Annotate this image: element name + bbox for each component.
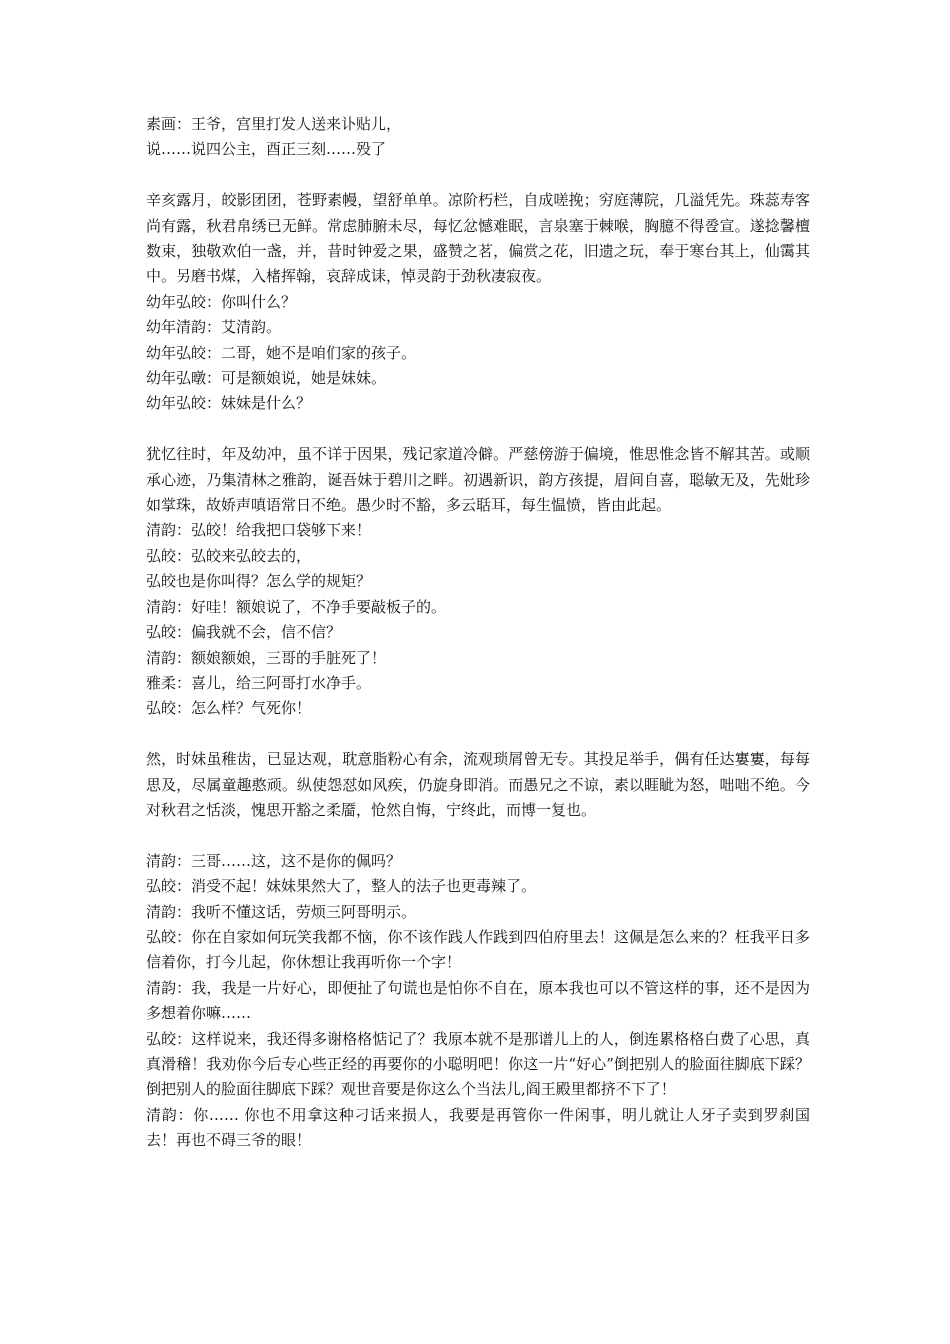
paragraph-spacer [146, 163, 810, 188]
dialogue-line: 雅柔：喜儿，给三阿哥打水净手。 [146, 673, 372, 692]
dialogue-line: 素画：王爷，宫里打发人送来讣贴儿， [146, 115, 402, 133]
prose-paragraph: 然，时妹虽稚齿，已显达观，耽意脂粉心有余，流观琐屑曾无专。其投足举手，偶有任达寠寠，每每思及，尽属童趣憨顽。纵使怨怼如风疾，仍旋身即消。而愚兄之不谅，素以睚眦为怒，咄咄不绝。今对秋君之恬淡，愧思开豁之柔靥，怆然自悔，宁终此，而博一复也。 [146, 750, 810, 819]
dialogue-line: 幼年弘皎：妹妹是什么？ [146, 394, 312, 413]
dialogue-line: 清韵：弘皎！给我把口袋够下来！ [146, 521, 372, 540]
paragraph-spacer [146, 823, 810, 848]
document-body [146, 112, 810, 1154]
dialogue-line: 说……说四公主，酉正三刻……殁了 [146, 140, 387, 159]
prose-paragraph: 清韵：我，我是一片好心，即便扯了句谎也是怕你不自在，原本我也可以不管这样的事，还不是因为多想着你嘛…… [146, 978, 810, 1023]
paragraph-spacer [146, 417, 810, 442]
dialogue-line: 幼年清韵：艾清韵。 [146, 318, 282, 337]
dialogue-line: 清韵：三哥……这，这不是你的佩吗？ [146, 851, 402, 870]
dialogue-line: 清韵：额娘额娘，三哥的手脏死了！ [146, 648, 387, 667]
dialogue-line: 弘皎：怎么样？气死你！ [146, 699, 312, 718]
dialogue-line: 清韵：我听不懂这话，劳烦三阿哥明示。 [146, 902, 417, 921]
dialogue-line: 幼年弘皎：二哥，她不是咱们家的孩子。 [146, 343, 417, 362]
dialogue-line: 弘皎：偏我就不会，信不信？ [146, 623, 342, 642]
prose-paragraph: 弘皎：这样说来，我还得多谢格格惦记了？我原本就不是那谱儿上的人，倒连累格格白费了心思，真真滑稽！我劝你今后专心些正经的再要你的小聪明吧！你这一片“好心”倒把别人的脸面往脚底下踩？倒把别人的脸面往脚底下踩？观世音要是你这么个当法儿,阎王殿里都挤不下了！ [146, 1029, 810, 1099]
paragraph-spacer [146, 722, 810, 747]
dialogue-line: 幼年弘皎：你叫什么？ [146, 292, 297, 311]
prose-paragraph: 辛亥露月，皎影团团，苍野素幔，望舒单单。凉阶朽栏，自成嗟挽；穷庭薄院，几溢凭先。珠蕊寿客尚有露，秋君帛绣已无鲜。常虑肺腑未尽，每忆忿憾难眠，言泉塞于棘喉，胸臆不得卺宣。遂捻馨檀数束，独敬欢伯一盏，并，昔时钟爱之果，盛赞之茗，偏赏之花，旧遗之玩，奉于寒台其上，仙霭其中。另磨书煤，入楮挥翰，哀辞成诔，悼灵韵于劲秋凄寂夜。 [146, 191, 810, 286]
dialogue-line: 弘皎：消受不起！妹妹果然大了，整人的法子也更毒辣了。 [146, 877, 537, 896]
dialogue-line: 清韵：好哇！额娘说了，不净手要敲板子的。 [146, 597, 447, 616]
prose-paragraph: 弘皎：你在自家如何玩笑我都不恼，你不该作践人作践到四伯府里去！这佩是怎么来的？枉我平日多信着你，打今儿起，你休想让我再听你一个字！ [146, 927, 810, 972]
prose-paragraph: 清韵：你…… 你也不用拿这种刁话来损人，我要是再管你一件闲事，明儿就让人牙子卖到罗刹国去！再也不碍三爷的眼！ [146, 1105, 810, 1150]
dialogue-line: 弘皎也是你叫得？怎么学的规矩？ [146, 572, 372, 591]
dialogue-line: 幼年弘暾：可是额娘说，她是妹妹。 [146, 369, 387, 388]
prose-paragraph: 犹忆往时，年及幼冲，虽不详于因果，残记家道冷僻。严慈傍游于偏境，惟思惟念皆不解其苦。或顺承心迹，乃集清林之雅韵，诞吾妹于碧川之畔。初遇新识，韵方孩提，眉间自喜，聪敏无及，先妣珍如掌珠，故娇声嗔语常日不绝。愚少时不豁，多云聒耳，每生愠愤，皆由此起。 [146, 445, 810, 515]
dialogue-line: 弘皎：弘皎来弘皎去的， [146, 546, 312, 565]
